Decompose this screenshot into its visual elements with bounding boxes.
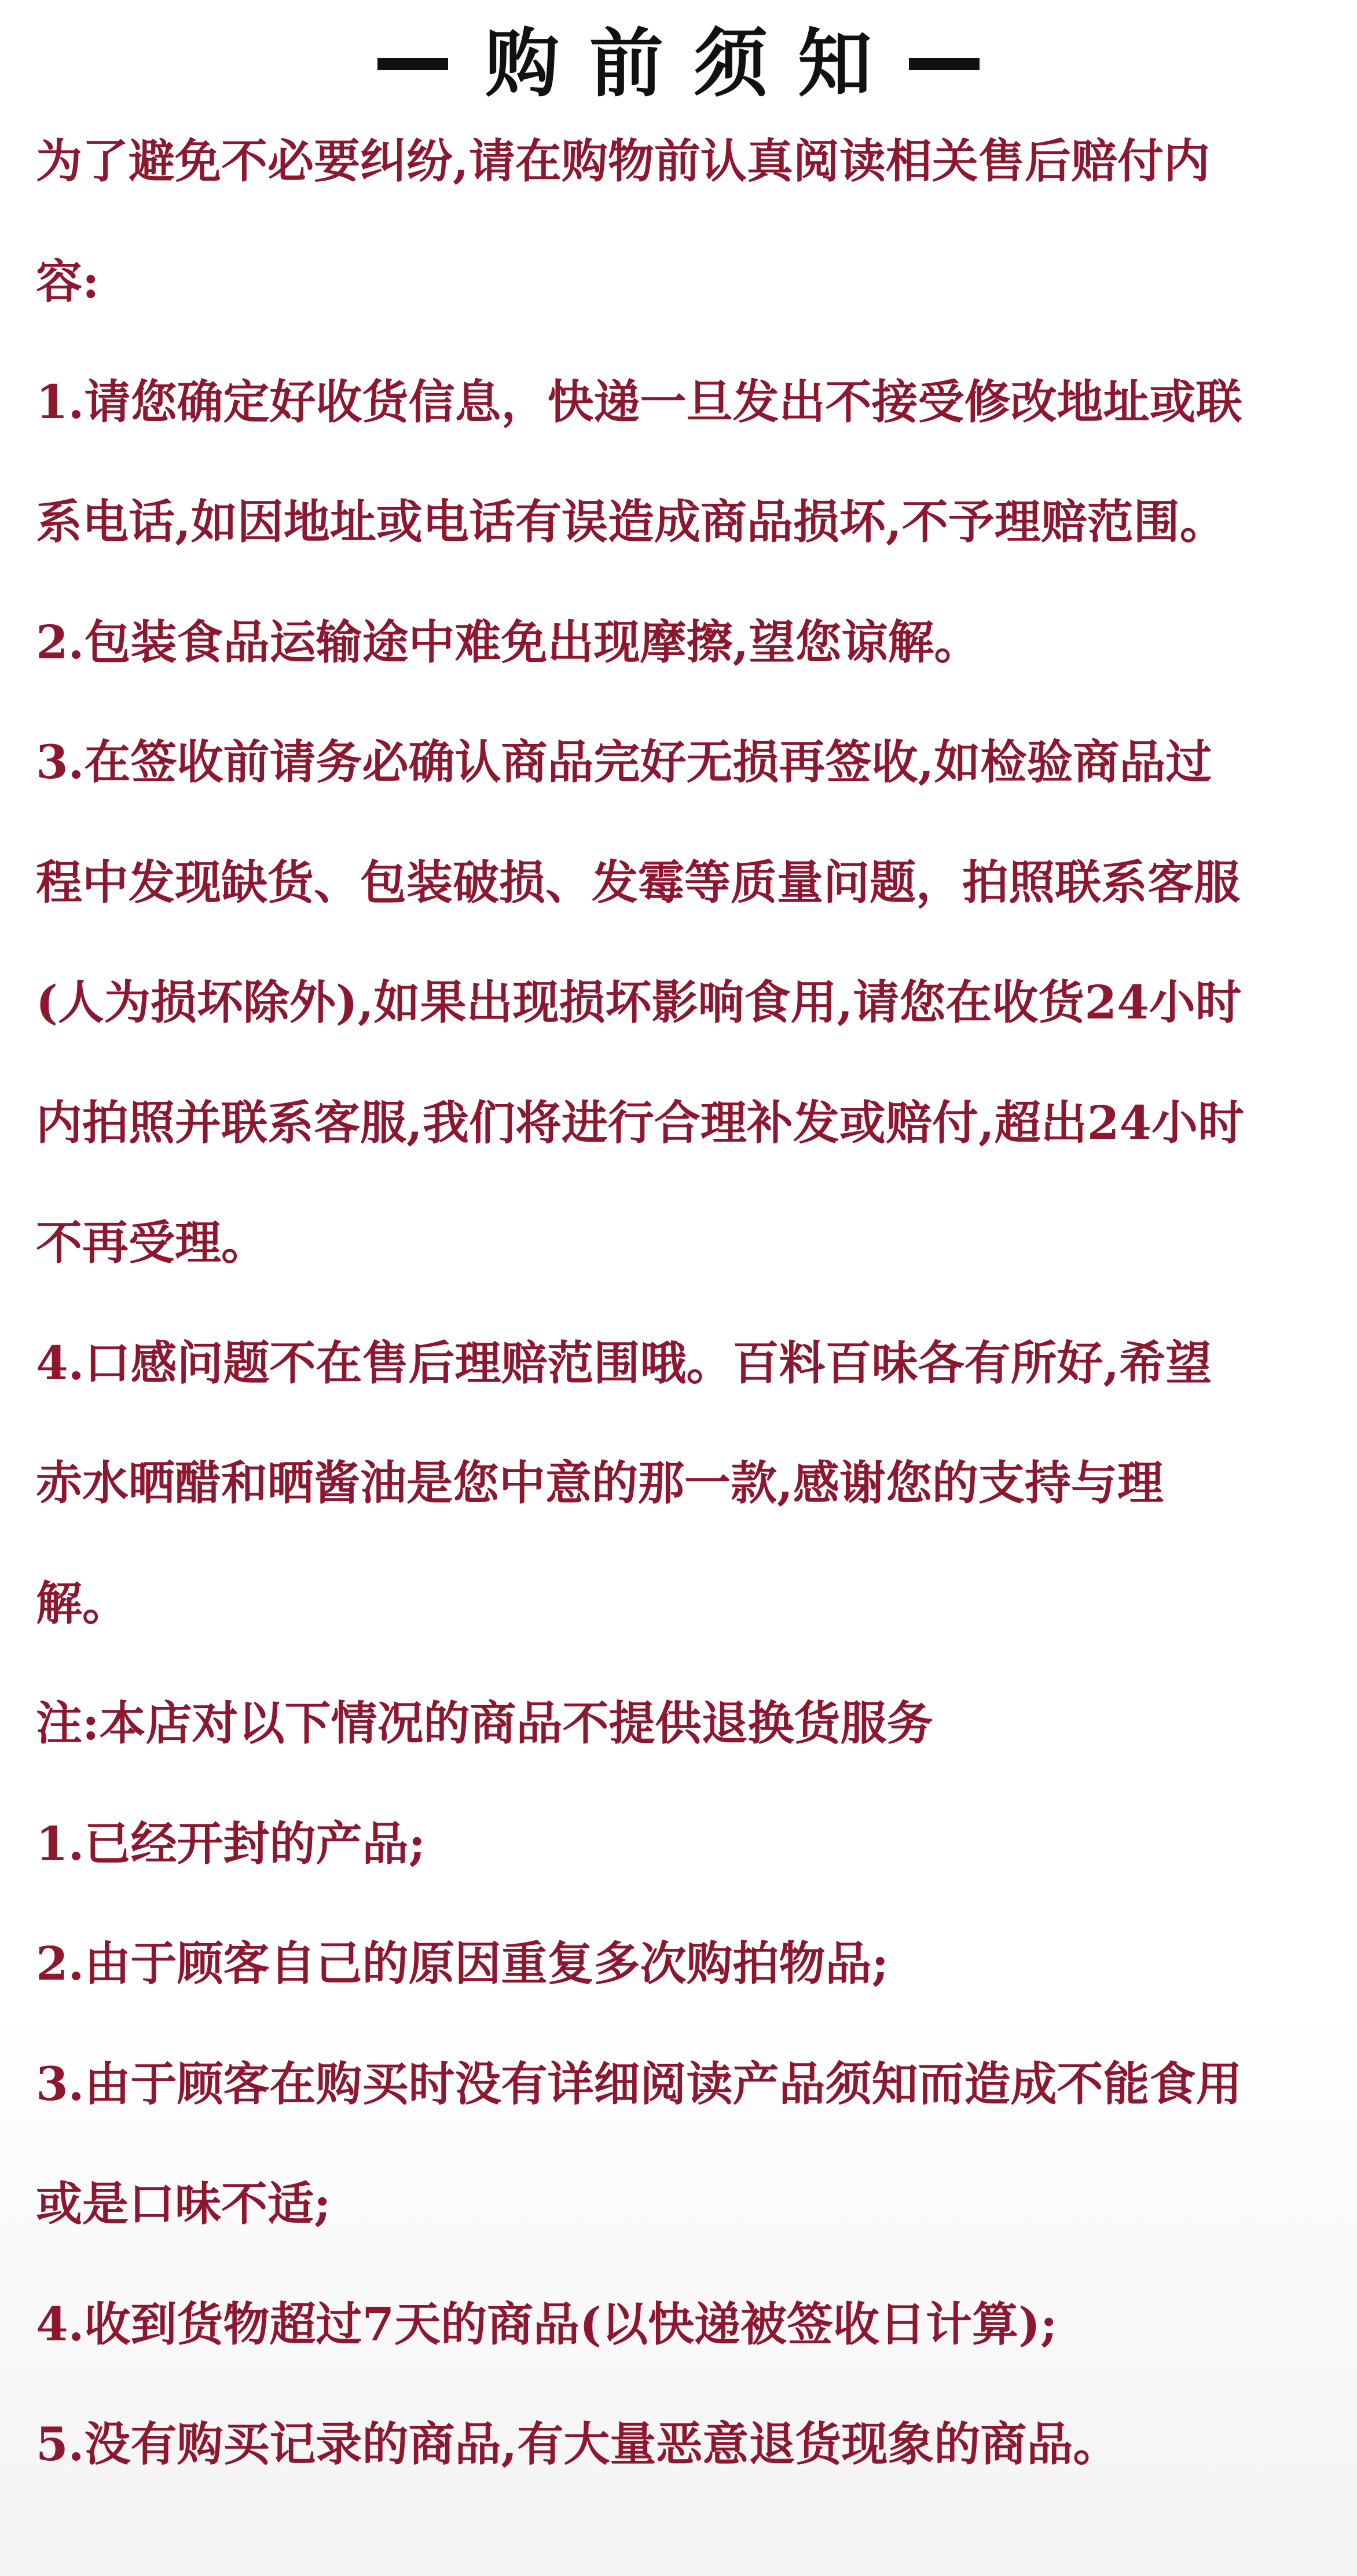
notice-line-17: 3.由于顾客在购买时没有详细阅读产品须知而造成不能食用 <box>36 2057 1242 2111</box>
notice-line-2: 容: <box>36 254 100 309</box>
notice-line-12: 赤水晒醋和晒酱油是您中意的那一款,感谢您的支持与理 <box>36 1456 1164 1510</box>
notice-line-20: 5.没有购买记录的商品,有大量恶意退货现象的商品。 <box>36 2417 1120 2471</box>
notice-line-9: 内拍照并联系客服,我们将进行合理补发或赔付,超出24小时 <box>36 1095 1245 1150</box>
notice-line-13: 解。 <box>36 1576 129 1630</box>
notice-line-3: 1.请您确定好收货信息，快递一旦发出不接受修改地址或联 <box>36 375 1242 429</box>
notice-line-7: 程中发现缺货、包装破损、发霉等质量问题，拍照联系客服 <box>36 855 1240 910</box>
notice-line-8: (人为损坏除外),如果出现损坏影响食用,请您在收货24小时 <box>36 975 1242 1029</box>
title-left-dash <box>377 58 448 70</box>
title-right-dash <box>909 58 980 70</box>
notice-line-14: 注:本店对以下情况的商品不提供退换货服务 <box>36 1696 933 1750</box>
notice-line-10: 不再受理。 <box>36 1215 267 1270</box>
notice-line-11: 4.口感问题不在售后理赔范围哦。百料百味各有所好,希望 <box>36 1336 1212 1390</box>
notice-header <box>0 20 1357 107</box>
notice-line-16: 2.由于顾客自己的原因重复多次购拍物品; <box>36 1936 889 1991</box>
notice-line-5: 2.包装食品运输途中难免出现摩擦,望您谅解。 <box>36 615 981 669</box>
page-title: 购前须知 <box>485 20 902 107</box>
notice-line-6: 3.在签收前请务必确认商品完好无损再签收,如检验商品过 <box>36 735 1212 789</box>
notice-line-4: 系电话,如因地址或电话有误造成商品损坏,不予理赔范围。 <box>36 494 1226 549</box>
notice-line-18: 或是口味不适; <box>36 2176 331 2231</box>
notice-line-15: 1.已经开封的产品; <box>36 1816 426 1871</box>
notice-line-1: 为了避免不必要纠纷,请在购物前认真阅读相关售后赔付内 <box>36 134 1210 188</box>
notice-line-19: 4.收到货物超过7天的商品(以快递被签收日计算); <box>36 2297 1058 2351</box>
